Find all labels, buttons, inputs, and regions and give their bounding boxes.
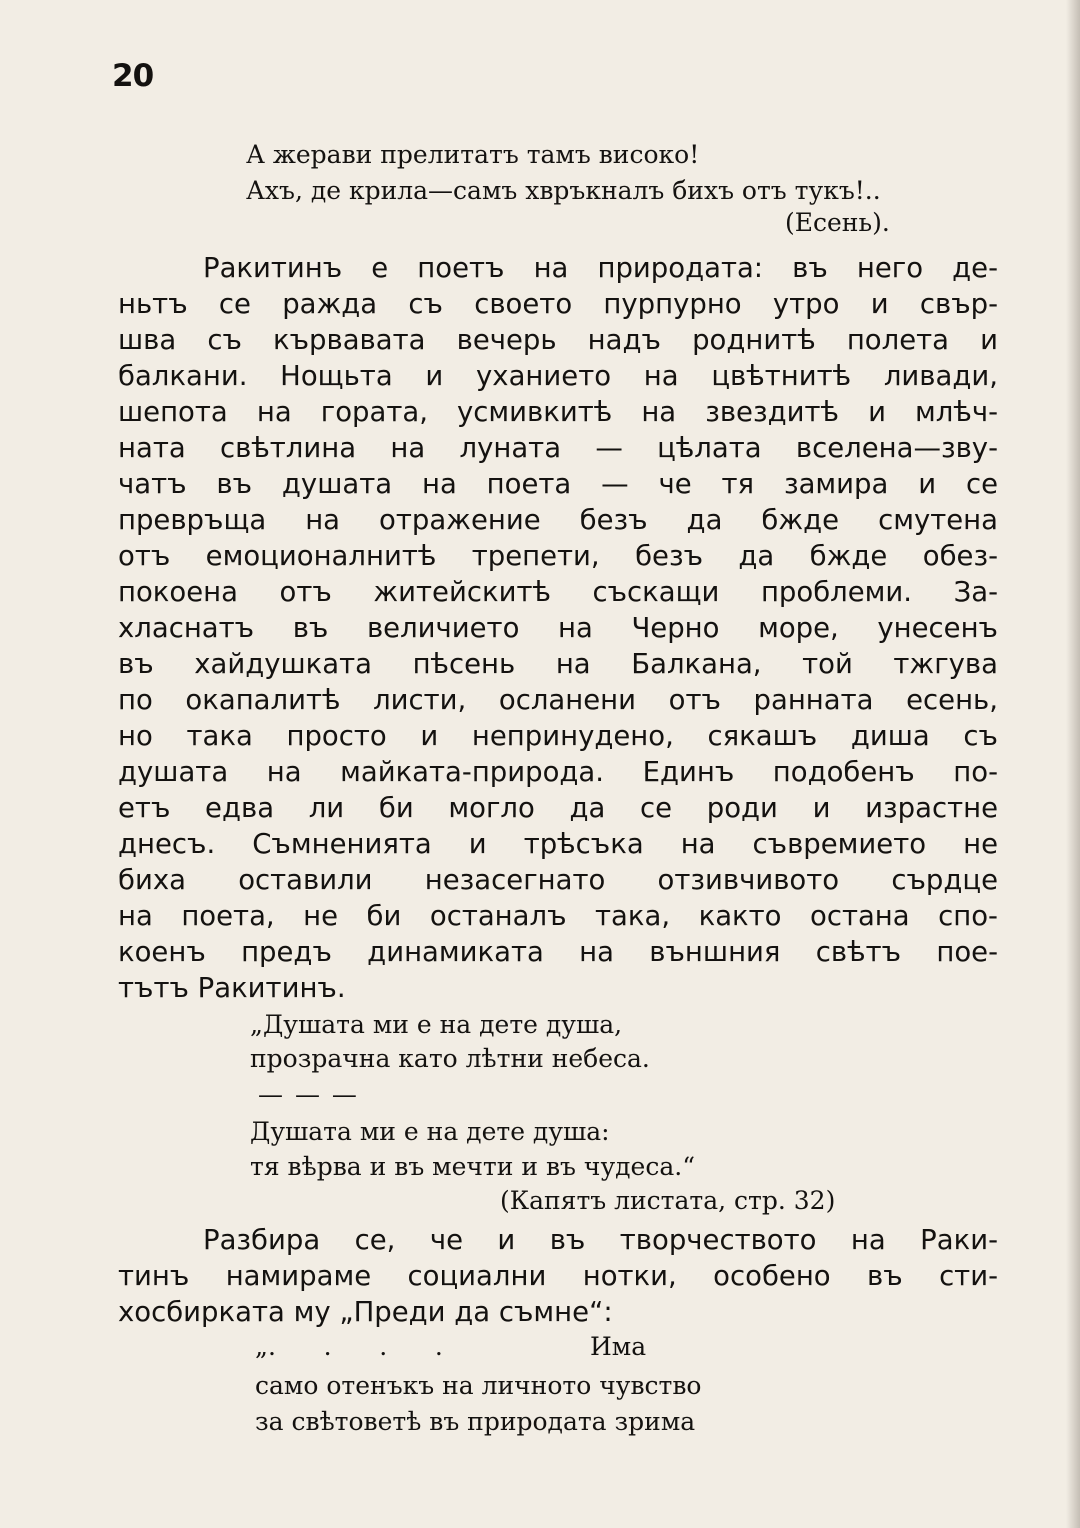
paragraph2-line: Разбира се, че и въ творчеството на Раки-	[203, 1224, 998, 1256]
paragraph1-line: чатъ въ душата на поета — че тя замира и се	[118, 468, 998, 500]
page-edge-shadow	[1066, 0, 1080, 1528]
paragraph1-line: на поета, не би останалъ така, както остана спо-	[118, 900, 998, 932]
verse2-line-3: Душата ми е на дете душа:	[250, 1117, 610, 1146]
verse-separator: — — —	[258, 1080, 359, 1109]
paragraph1-line: ната свѣтлина на луната — цѣлата вселена—зву-	[118, 432, 998, 464]
verse1-line-2: Ахъ, де крила—самъ хвръкналъ бихъ отъ тукъ!..	[246, 176, 881, 205]
verse1-line-1: А жерави прелитатъ тамъ високо!	[246, 140, 700, 169]
paragraph1-line: шепота на гората, усмивкитѣ на звездитѣ и млѣч-	[118, 396, 998, 428]
paragraph1-line: тътъ Ракитинъ.	[118, 972, 346, 1004]
paragraph1-line: но така просто и непринудено, сякашъ диша съ	[118, 720, 998, 752]
paragraph1-line: отъ емоционалнитѣ трепети, безъ да бжде обез-	[118, 540, 998, 572]
paragraph1-line: ньтъ се ражда съ своето пурпурно утро и свър-	[118, 288, 998, 320]
verse3-line-1: само отенъкъ на личното чувство	[255, 1371, 702, 1400]
verse3-line-2: за свѣтоветѣ въ природата зрима	[255, 1407, 696, 1436]
paragraph1-line: балкани. Нощьта и уханието на цвѣтнитѣ ливади,	[118, 360, 998, 392]
paragraph1-line: коенъ предъ динамиката на външния свѣтъ пое-	[118, 936, 998, 968]
paragraph1-line: въ хайдушката пѣсень на Балкана, той тжгува	[118, 648, 998, 680]
paragraph2-line: тинъ намираме социални нотки, особено въ сти-	[118, 1260, 998, 1292]
paragraph2-line: хосбирката му „Преди да съмне“:	[118, 1296, 613, 1328]
paragraph1-line: етъ едва ли би могло да се роди и израстне	[118, 792, 998, 824]
paragraph1-line: Ракитинъ е поетъ на природата: въ него де-	[203, 252, 998, 284]
paragraph1-line: хласнатъ въ величието на Черно море, унесенъ	[118, 612, 998, 644]
page-number: 20	[112, 58, 154, 94]
paragraph1-line: днесъ. Съмненията и трѣсъка на съвремието не	[118, 828, 998, 860]
verse2-line-4: тя вѣрва и въ мечти и въ чудеса.“	[250, 1152, 695, 1181]
paragraph1-line: покоена отъ житейскитѣ съскащи проблеми. За-	[118, 576, 998, 608]
verse2-line-2: прозрачна като лѣтни небеса.	[250, 1044, 650, 1073]
verse2-line-1: „Душата ми е на дете душа,	[250, 1010, 623, 1039]
paragraph1-line: биха оставили незасегнато отзивчивото сърдце	[118, 864, 998, 896]
paragraph1-line: превръща на отражение безъ да бжде смутена	[118, 504, 998, 536]
verse2-source: (Капятъ листата, стр. 32)	[500, 1186, 836, 1215]
ellipsis-dots: „. . . .	[255, 1332, 443, 1361]
verse1-source: (Есень).	[785, 208, 890, 237]
verse3-word: Има	[590, 1332, 647, 1361]
paragraph1-line: по окапалитѣ листи, осланени отъ ранната есень,	[118, 684, 998, 716]
paragraph1-line: душата на майката-природа. Единъ подобенъ по-	[118, 756, 998, 788]
paragraph1-line: шва съ кървавата вечерь надъ роднитѣ полета и	[118, 324, 998, 356]
